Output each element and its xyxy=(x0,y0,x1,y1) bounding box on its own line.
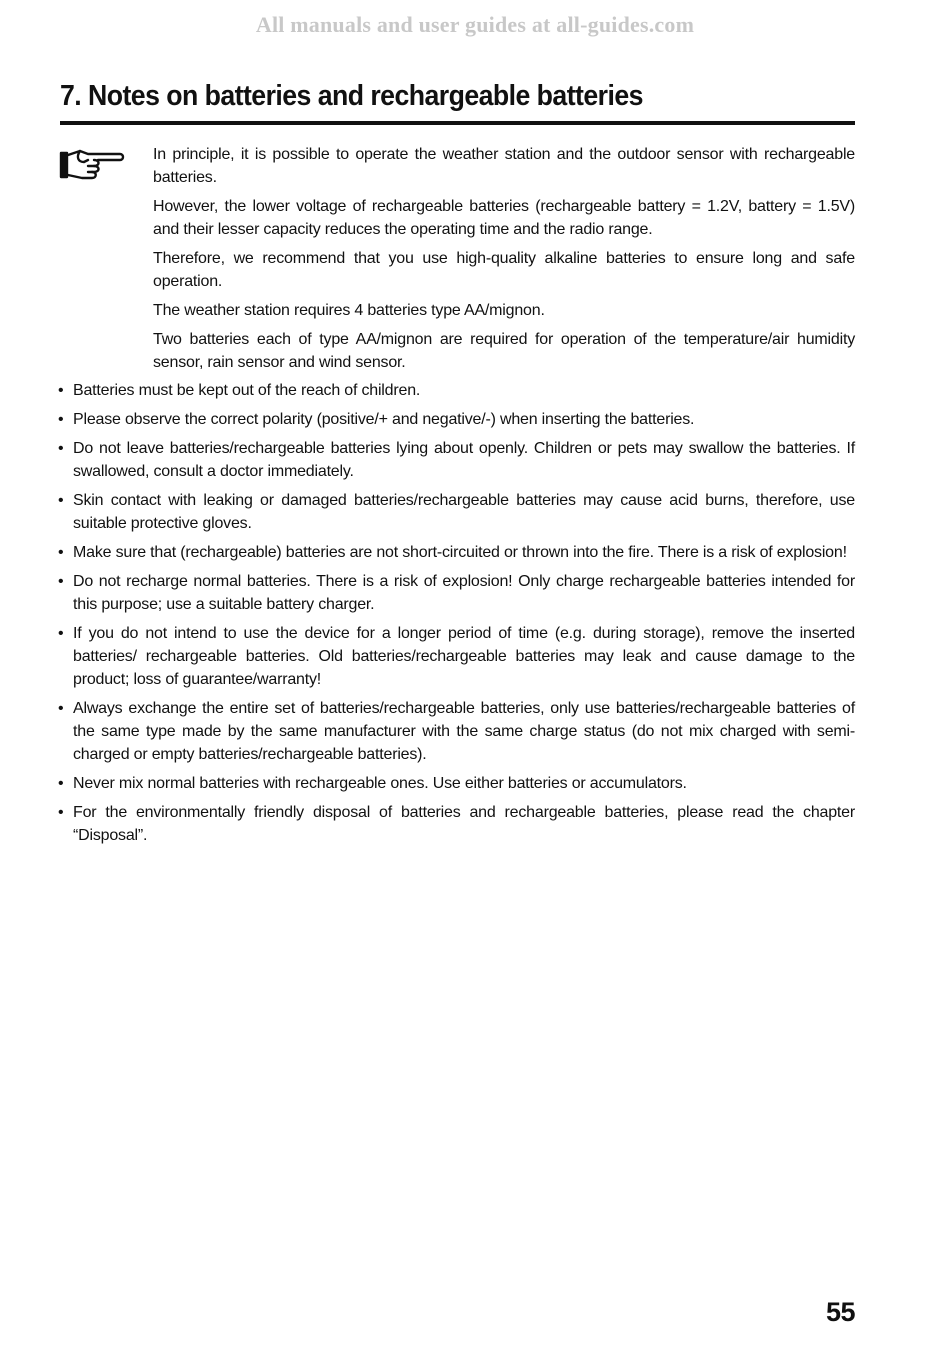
list-item-text: Skin contact with leaking or damaged batteries/rechargeable batteries may cause acid burns, therefore, use suitable protective gloves. xyxy=(73,492,855,532)
list-item xyxy=(58,379,855,402)
list-item xyxy=(58,437,855,483)
list-item-text: Batteries must be kept out of the reach of children. xyxy=(73,382,421,399)
note-paragraph: However, the lower voltage of rechargeable batteries (rechargeable battery = 1.2V, battery = 1.5V) and their lesser capacity reduces the operating time and the radio range. xyxy=(153,198,855,238)
safety-bullet-list xyxy=(58,379,855,853)
note-paragraph: In principle, it is possible to operate the weather station and the outdoor sensor with rechargeable batteries. xyxy=(153,146,855,186)
list-item-text: Do not leave batteries/rechargeable batteries lying about openly. Children or pets may swallow the batteries. If swallowed, consult a doctor immediately. xyxy=(73,440,855,480)
bullet-icon: • xyxy=(58,492,64,509)
bullet-icon: • xyxy=(58,775,64,792)
note-paragraph: Therefore, we recommend that you use high-quality alkaline batteries to ensure long and safe operation. xyxy=(153,250,855,290)
note-paragraph: The weather station requires 4 batteries type AA/mignon. xyxy=(153,302,545,319)
list-item-text: If you do not intend to use the device for a longer period of time (e.g. during storage), remove the inserted batteries/ rechargeable batteries. Old batteries/rechargeable batteries may leak and cause damage to the product; loss of guarantee/warranty! xyxy=(73,625,855,688)
list-item xyxy=(58,489,855,535)
pointing-hand-icon xyxy=(58,145,128,185)
list-item xyxy=(58,408,855,431)
list-item xyxy=(58,541,855,564)
list-item-text: For the environmentally friendly disposal of batteries and rechargeable batteries, please read the chapter “Disposal”. xyxy=(73,804,855,844)
bullet-icon: • xyxy=(58,544,64,561)
note-block xyxy=(153,143,855,380)
list-item-text: Please observe the correct polarity (positive/+ and negative/-) when inserting the batteries. xyxy=(73,411,695,428)
list-item-text: Do not recharge normal batteries. There is a risk of explosion! Only charge rechargeable batteries intended for this purpose; use a suitable battery charger. xyxy=(73,573,855,613)
list-item xyxy=(58,622,855,691)
watermark: All manuals and user guides at all-guides.com xyxy=(255,12,695,37)
list-item xyxy=(58,772,855,795)
list-item xyxy=(58,570,855,616)
list-item xyxy=(58,801,855,847)
bullet-icon: • xyxy=(58,411,64,428)
list-item xyxy=(58,697,855,766)
bullet-icon: • xyxy=(58,804,64,821)
bullet-icon: • xyxy=(58,573,64,590)
bullet-icon: • xyxy=(58,700,64,717)
list-item-text: Never mix normal batteries with rechargeable ones. Use either batteries or accumulators. xyxy=(73,775,687,792)
list-item-text: Always exchange the entire set of batteries/rechargeable batteries, only use batteries/rechargeable batteries of the same type made by the same manufacturer with the same charge status (do not mix charged with semi-charged or empty batteries/rechargeable batteries). xyxy=(73,700,855,763)
bullet-icon: • xyxy=(58,382,64,399)
list-item-text: Make sure that (rechargeable) batteries are not short-circuited or thrown into the fire. There is a risk of explosion! xyxy=(73,544,847,561)
bullet-icon: • xyxy=(58,440,64,457)
bullet-icon: • xyxy=(58,625,64,642)
page-number: 55 xyxy=(825,1297,855,1327)
page-title: 7. Notes on batteries and rechargeable batteries xyxy=(60,80,643,112)
note-paragraph: Two batteries each of type AA/mignon are required for operation of the temperature/air humidity sensor, rain sensor and wind sensor. xyxy=(153,331,855,371)
title-underline xyxy=(60,121,855,125)
